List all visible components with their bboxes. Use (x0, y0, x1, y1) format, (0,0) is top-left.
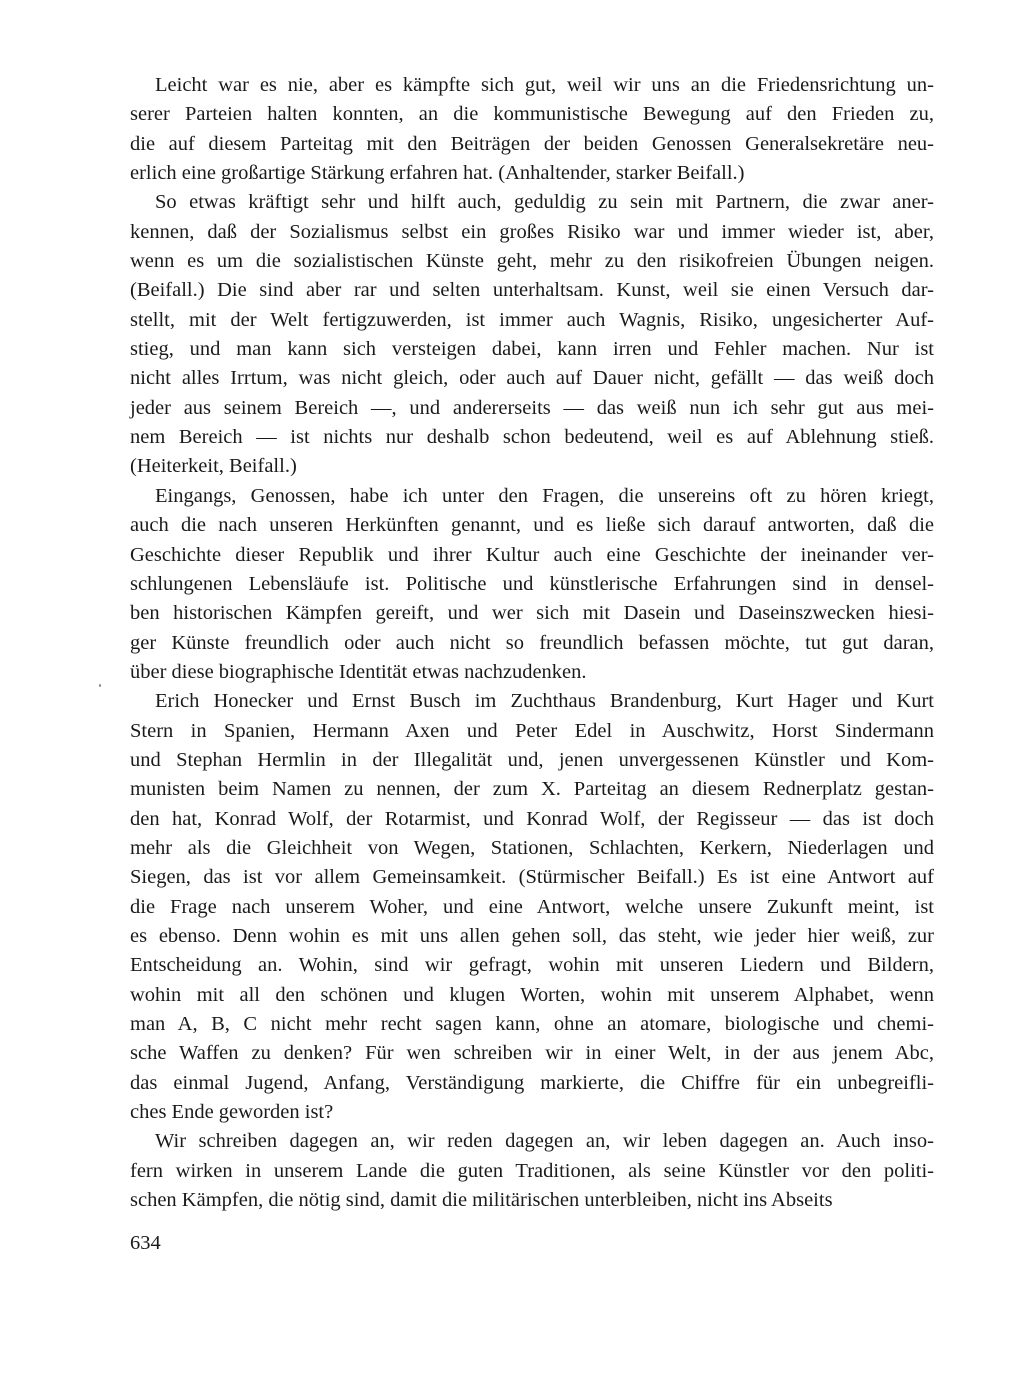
text-line: und Stephan Hermlin in der Illegalität und, jenen unvergessenen Künstler und Kom- (130, 748, 934, 771)
text-line: über diese biographische Identität etwas nachzudenken. (130, 660, 587, 683)
text-line: munisten beim Namen zu nennen, der zum X. Parteitag an diesem Rednerplatz gestan- (130, 778, 934, 801)
text-line: jeder aus seinem Bereich —, und andererseits — das weiß nun ich sehr gut aus mei- (130, 396, 934, 419)
text-line: sche Waffen zu denken? Für wen schreiben wir in einer Welt, in der aus jenem Abc, (130, 1042, 934, 1065)
text-line: serer Parteien halten konnten, an die kommunistische Bewegung auf den Frieden zu, (130, 103, 934, 126)
body-text (130, 71, 934, 1215)
text-line: (Heiterkeit, Beifall.) (130, 455, 297, 478)
text-line: Entscheidung an. Wohin, sind wir gefragt, wohin mit unseren Liedern und Bildern, (130, 954, 934, 977)
print-speck (99, 684, 101, 687)
text-line: schen Kämpfen, die nötig sind, damit die militärischen unterbleiben, nicht ins Abseits (130, 1189, 833, 1212)
text-line: ger Künste freundlich oder auch nicht so freundlich befassen möchte, tut gut daran, (130, 631, 934, 654)
text-line: Siegen, das ist vor allem Gemeinsamkeit. (Stürmischer Beifall.) Es ist eine Antwort auf (130, 866, 934, 889)
text-line: Geschichte dieser Republik und ihrer Kultur auch eine Geschichte der ineinander ver- (130, 543, 934, 566)
text-line: das einmal Jugend, Anfang, Verständigung markierte, die Chiffre für ein unbegreifli- (130, 1071, 934, 1094)
text-line: schlungenen Lebensläufe ist. Politische und künstlerische Erfahrungen sind in densel- (130, 572, 934, 595)
text-line: die auf diesem Parteitag mit den Beiträgen der beiden Genossen Generalsekretäre neu- (130, 132, 934, 155)
text-line: ben historischen Kämpfen gereift, und wer sich mit Dasein und Daseinszwecken hiesi- (130, 602, 934, 625)
text-line: stellt, mit der Welt fertigzuwerden, ist immer auch Wagnis, Risiko, ungesicherter Auf- (130, 308, 934, 331)
paragraph (130, 482, 934, 687)
paragraph (130, 71, 934, 188)
text-line: mehr als die Gleichheit von Wegen, Stationen, Schlachten, Kerkern, Niederlagen und (130, 836, 934, 859)
text-line: Leicht war es nie, aber es kämpfte sich gut, weil wir uns an die Friedensrichtung un- (155, 74, 934, 96)
text-line: Wir schreiben dagegen an, wir reden dagegen an, wir leben dagegen an. Auch inso- (155, 1130, 934, 1153)
paragraph (130, 188, 934, 481)
text-line: fern wirken in unserem Lande die guten Traditionen, als seine Künstler vor den politi- (130, 1159, 934, 1182)
text-line: Erich Honecker und Ernst Busch im Zuchthaus Brandenburg, Kurt Hager und Kurt (155, 690, 934, 713)
text-line: Eingangs, Genossen, habe ich unter den Fragen, die unsereins oft zu hören kriegt, (155, 484, 934, 507)
text-line: wohin mit all den schönen und klugen Worten, wohin mit unserem Alphabet, wenn (130, 983, 934, 1006)
text-line: man A, B, C nicht mehr recht sagen kann, ohne an atomare, biologische und chemi- (130, 1013, 934, 1035)
text-line: nem Bereich — ist nichts nur deshalb schon bedeutend, weil es auf Ablehnung stieß. (130, 426, 934, 449)
text-line: die Frage nach unserem Woher, und eine Antwort, welche unsere Zukunft meint, ist (130, 895, 934, 918)
paragraph (130, 1127, 934, 1215)
text-line: den hat, Konrad Wolf, der Rotarmist, und Konrad Wolf, der Regisseur — das ist doch (130, 807, 934, 830)
text-line: (Beifall.) Die sind aber rar und selten unterhaltsam. Kunst, weil sie einen Versuch dar- (130, 279, 934, 302)
text-line: auch die nach unseren Herkünften genannt, und es ließe sich darauf antworten, daß die (130, 514, 934, 537)
page-number: 634 (130, 1232, 161, 1254)
text-line: Stern in Spanien, Hermann Axen und Peter Edel in Auschwitz, Horst Sindermann (130, 719, 934, 742)
paragraph (130, 687, 934, 1127)
text-line: stieg, und man kann sich versteigen dabei, kann irren und Fehler machen. Nur ist (130, 338, 934, 361)
text-line: erlich eine großartige Stärkung erfahren hat. (Anhaltender, starker Beifall.) (130, 162, 745, 185)
text-line: nicht alles Irrtum, was nicht gleich, oder auch auf Dauer nicht, gefällt — das weiß doch (130, 367, 934, 390)
text-line: es ebenso. Denn wohin es mit uns allen gehen soll, das steht, wie jeder hier weiß, zur (130, 924, 934, 947)
text-line: wenn es um die sozialistischen Künste geht, mehr zu den risikofreien Übungen neigen. (130, 250, 934, 273)
text-line: So etwas kräftigt sehr und hilft auch, geduldig zu sein mit Partnern, die zwar aner- (155, 191, 934, 214)
text-line: ches Ende geworden ist? (130, 1101, 334, 1124)
text-line: kennen, daß der Sozialismus selbst ein großes Risiko war und immer wieder ist, aber, (130, 220, 934, 243)
